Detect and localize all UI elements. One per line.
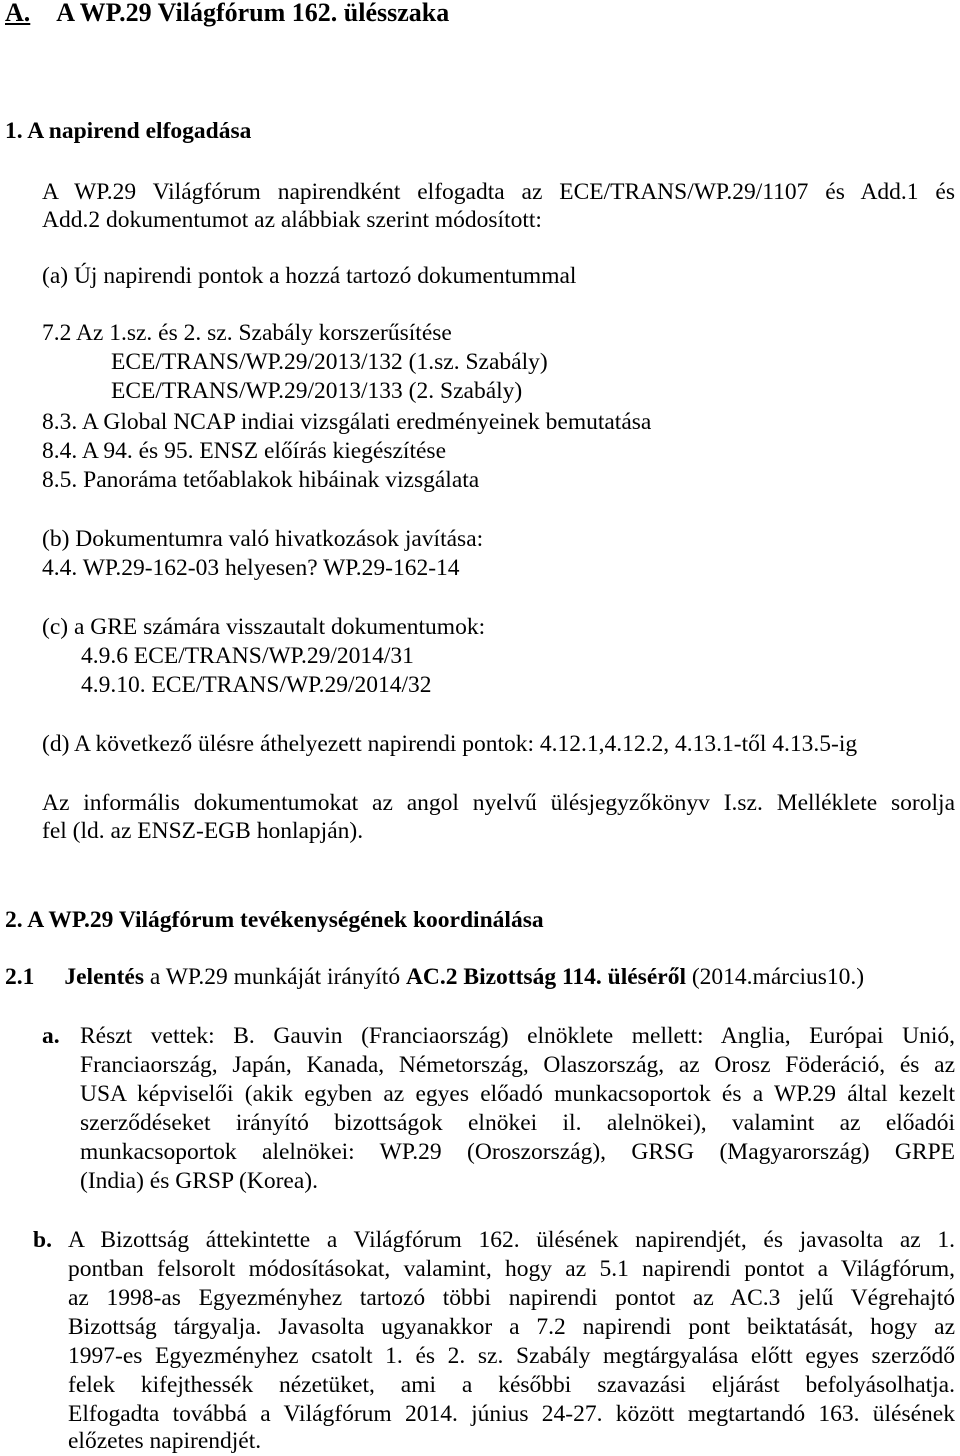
intro-line-1: A WP.29 Világfórum napirendként elfogadta az ECE/TRANS/WP.29/1107 és Add.1 és <box>42 179 955 205</box>
paragraph-a-line: USA képviselői (akik egyben az egyes előadó munkacsoportok és a WP.29 által kezelt <box>80 1081 955 1107</box>
paragraph-a-label: a. <box>42 1023 60 1049</box>
paragraph-a-line: Franciaország, Japán, Kanada, Németország, Olaszország, az Orosz Föderáció, és az <box>80 1052 955 1078</box>
title-letter: A. <box>5 0 31 27</box>
paragraph-b-line: 1997-es Egyezményhez csatolt 1. és 2. sz. Szabály megtárgyalása előtt egyes szerződő <box>68 1343 955 1369</box>
paragraph-a-line: szerződéseket irányító bizottságok elnökei il. alelnökei), valamint az előadói <box>80 1110 955 1136</box>
paragraph-b-label: b. <box>33 1227 52 1253</box>
paragraph-b-line: az 1998-as Egyezményhez tartozó többi napirendi pontot az AC.3 jelű Végrehajtó <box>68 1285 955 1311</box>
subsection-2-1-heading <box>5 962 864 992</box>
document-title <box>5 0 449 28</box>
paragraph-b-line: Bizottság tárgyalja. Javasolta ugyanakkor a 7.2 napirendi pont beiktatását, hogy az <box>68 1314 955 1340</box>
paragraph-a-line: (India) és GRSP (Korea). <box>80 1168 318 1194</box>
paragraph-b-line: felek kifejthessék nézetüket, ami a későbbi szavazási eljárást befolyásolhatja. <box>68 1372 955 1398</box>
paragraph-a-line: munkacsoportok alelnökei: WP.29 (Oroszország), GRSG (Magyarország) GRPE <box>80 1139 955 1165</box>
subsection-title-part-2: a WP.29 munkáját irányító <box>144 964 406 990</box>
subsection-title-part-3: AC.2 Bizottság 114. üléséről <box>405 964 686 990</box>
subsection-number: 2.1 <box>5 964 35 990</box>
paragraph-b-line: előzetes napirendjét. <box>68 1428 262 1454</box>
title-text: A WP.29 Világfórum 162. ülésszaka <box>56 0 450 27</box>
informal-docs-line-2: fel (ld. az ENSZ-EGB honlapján). <box>42 818 364 844</box>
item-d-heading: (d) A következő ülésre áthelyezett napirendi pontok: 4.12.1,4.12.2, 4.13.1-től 4.13.5-ig <box>42 731 858 757</box>
subsection-title-part-4: (2014.március10.) <box>685 964 865 990</box>
informal-docs-line-1: Az informális dokumentumokat az angol nyelvű ülésjegyzőkönyv I.sz. Melléklete sorolja <box>42 790 955 816</box>
item-8-5: 8.5. Panoráma tetőablakok hibáinak vizsgálata <box>42 467 480 493</box>
item-4-9-10: 4.9.10. ECE/TRANS/WP.29/2014/32 <box>81 672 432 698</box>
paragraph-b-line: pontban felsorolt módosításokat, valamint, hogy az 5.1 napirendi pontot a Világfórum, <box>68 1256 955 1282</box>
item-7-2: 7.2 Az 1.sz. és 2. sz. Szabály korszerűsítése <box>42 320 452 346</box>
item-4-4: 4.4. WP.29-162-03 helyesen? WP.29-162-14 <box>42 555 460 581</box>
paragraph-a-line: Részt vettek: B. Gauvin (Franciaország) elnöklete mellett: Anglia, Európai Unió, <box>80 1023 955 1049</box>
item-7-2-doc-1: ECE/TRANS/WP.29/2013/132 (1.sz. Szabály) <box>111 349 548 375</box>
intro-line-2: Add.2 dokumentumot az alábbiak szerint módosított: <box>42 207 542 233</box>
item-b-heading: (b) Dokumentumra való hivatkozások javítása: <box>42 526 484 552</box>
item-a-heading: (a) Új napirendi pontok a hozzá tartozó dokumentummal <box>42 263 577 289</box>
paragraph-b-line: Elfogadta továbbá a Világfórum 2014. június 24-27. között megtartandó 163. ülésének <box>68 1401 955 1427</box>
section-1-heading: 1. A napirend elfogadása <box>5 118 252 144</box>
item-4-9-6: 4.9.6 ECE/TRANS/WP.29/2014/31 <box>81 643 414 669</box>
item-c-heading: (c) a GRE számára visszautalt dokumentumok: <box>42 614 486 640</box>
paragraph-b-line: A Bizottság áttekintette a Világfórum 162. ülésének napirendjét, és javasolta az 1. <box>68 1227 955 1253</box>
item-8-4: 8.4. A 94. és 95. ENSZ előírás kiegészítése <box>42 438 446 464</box>
section-2-heading: 2. A WP.29 Világfórum tevékenységének koordinálása <box>5 907 544 933</box>
item-8-3: 8.3. A Global NCAP indiai vizsgálati eredményeinek bemutatása <box>42 409 652 435</box>
subsection-title-part-1: Jelentés <box>64 964 144 990</box>
item-7-2-doc-2: ECE/TRANS/WP.29/2013/133 (2. Szabály) <box>111 378 523 404</box>
